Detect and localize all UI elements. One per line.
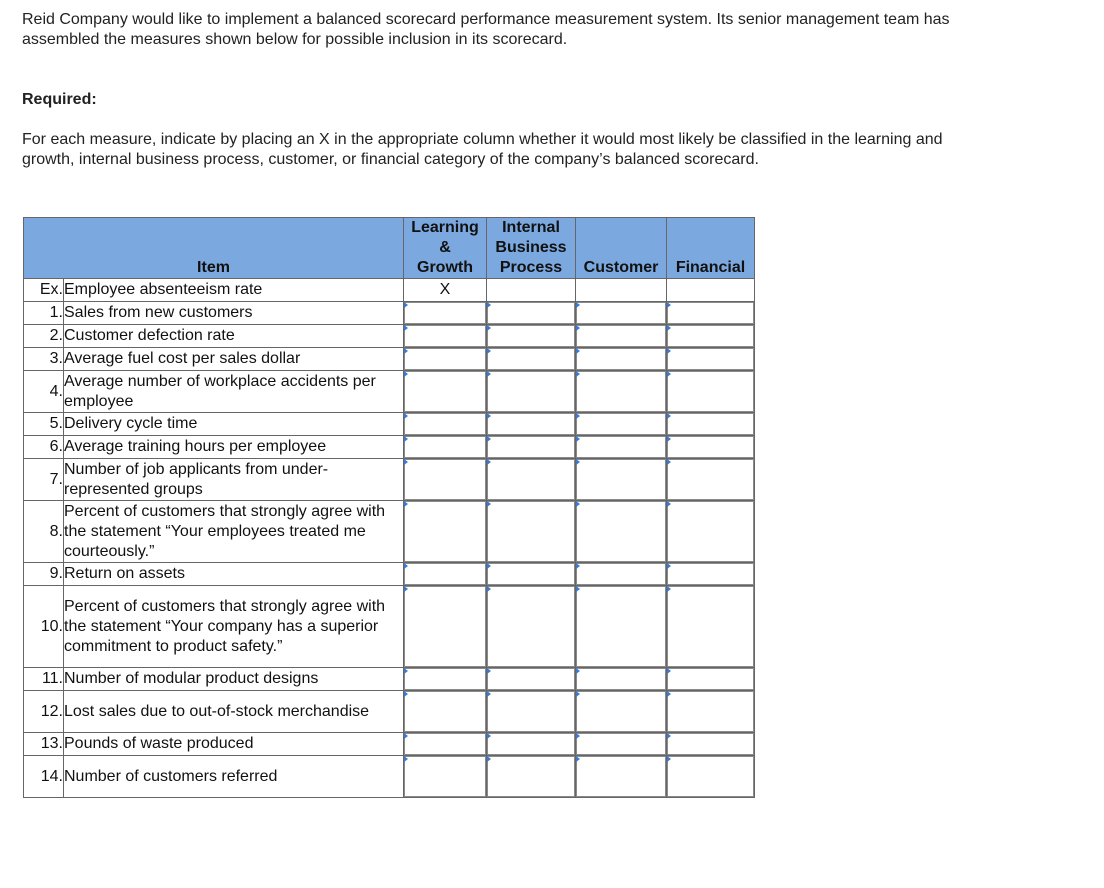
answer-customer-input[interactable] bbox=[576, 436, 667, 459]
answer-learning-growth-input[interactable] bbox=[404, 325, 487, 348]
row-description: Return on assets bbox=[64, 563, 404, 586]
answer-financial-input[interactable] bbox=[667, 756, 755, 798]
row-number: 6. bbox=[24, 436, 64, 459]
answer-customer-input[interactable] bbox=[576, 563, 667, 586]
instructions-paragraph: For each measure, indicate by placing an X in the appropriate column whether it would most likely be classified in the learning and growth, internal business process, customer, or financial category of the company’s balanced scorecard. bbox=[22, 131, 943, 168]
answer-financial-input[interactable] bbox=[667, 325, 755, 348]
row-number: 1. bbox=[24, 302, 64, 325]
row-number: 5. bbox=[24, 413, 64, 436]
answer-internal-process-input[interactable] bbox=[487, 586, 576, 668]
answer-customer-input[interactable] bbox=[576, 371, 667, 413]
row-description: Lost sales due to out-of-stock merchandise bbox=[64, 691, 404, 733]
answer-financial-input[interactable] bbox=[667, 436, 755, 459]
row-number: 9. bbox=[24, 563, 64, 586]
answer-financial-input[interactable] bbox=[667, 586, 755, 668]
answer-learning-growth-input[interactable] bbox=[404, 733, 487, 756]
row-description: Number of job applicants from under-represented groups bbox=[64, 459, 404, 501]
answer-internal-process-input[interactable] bbox=[487, 756, 576, 798]
answer-customer-input[interactable] bbox=[576, 459, 667, 501]
answer-customer-input[interactable] bbox=[576, 733, 667, 756]
answer-learning-growth-input[interactable] bbox=[404, 563, 487, 586]
table-row bbox=[24, 586, 755, 668]
answer-internal-process-input[interactable] bbox=[487, 348, 576, 371]
header-learning-growth: Learning & Growth bbox=[404, 218, 487, 279]
table-row bbox=[24, 302, 755, 325]
header-row bbox=[24, 218, 755, 279]
example-learning-mark: X bbox=[404, 279, 487, 302]
answer-financial-input[interactable] bbox=[667, 668, 755, 691]
answer-learning-growth-input[interactable] bbox=[404, 459, 487, 501]
answer-learning-growth-input[interactable] bbox=[404, 691, 487, 733]
row-number: 2. bbox=[24, 325, 64, 348]
answer-internal-process-input[interactable] bbox=[487, 371, 576, 413]
answer-customer-input[interactable] bbox=[576, 501, 667, 563]
header-customer: Customer bbox=[576, 218, 667, 279]
row-number: 7. bbox=[24, 459, 64, 501]
header-financial: Financial bbox=[667, 218, 755, 279]
table-row bbox=[24, 563, 755, 586]
answer-learning-growth-input[interactable] bbox=[404, 668, 487, 691]
table-row bbox=[24, 348, 755, 371]
answer-financial-input[interactable] bbox=[667, 733, 755, 756]
example-financial-cell bbox=[667, 279, 755, 302]
row-number: 14. bbox=[24, 756, 64, 798]
table-row bbox=[24, 436, 755, 459]
table-row bbox=[24, 733, 755, 756]
row-number: 3. bbox=[24, 348, 64, 371]
answer-learning-growth-input[interactable] bbox=[404, 756, 487, 798]
table-row bbox=[24, 756, 755, 798]
answer-financial-input[interactable] bbox=[667, 563, 755, 586]
intro-paragraph: Reid Company would like to implement a balanced scorecard performance measurement system. Its senior management team has assembled the measures shown below for possible inclusion in its scorecard. bbox=[22, 11, 950, 48]
row-description: Average number of workplace accidents per employee bbox=[64, 371, 404, 413]
required-label: Required: bbox=[22, 91, 97, 108]
row-number: 12. bbox=[24, 691, 64, 733]
row-description: Delivery cycle time bbox=[64, 413, 404, 436]
answer-learning-growth-input[interactable] bbox=[404, 371, 487, 413]
answer-financial-input[interactable] bbox=[667, 459, 755, 501]
row-description: Customer defection rate bbox=[64, 325, 404, 348]
answer-customer-input[interactable] bbox=[576, 756, 667, 798]
table-row bbox=[24, 371, 755, 413]
row-description: Average fuel cost per sales dollar bbox=[64, 348, 404, 371]
row-number: 10. bbox=[24, 586, 64, 668]
answer-internal-process-input[interactable] bbox=[487, 501, 576, 563]
answer-internal-process-input[interactable] bbox=[487, 563, 576, 586]
row-description: Number of modular product designs bbox=[64, 668, 404, 691]
answer-customer-input[interactable] bbox=[576, 302, 667, 325]
answer-financial-input[interactable] bbox=[667, 371, 755, 413]
example-customer-cell bbox=[576, 279, 667, 302]
table-row bbox=[24, 668, 755, 691]
example-internal-cell bbox=[487, 279, 576, 302]
answer-learning-growth-input[interactable] bbox=[404, 586, 487, 668]
answer-customer-input[interactable] bbox=[576, 325, 667, 348]
row-description: Sales from new customers bbox=[64, 302, 404, 325]
answer-learning-growth-input[interactable] bbox=[404, 501, 487, 563]
header-internal-business-process: Internal Business Process bbox=[487, 218, 576, 279]
answer-customer-input[interactable] bbox=[576, 348, 667, 371]
answer-internal-process-input[interactable] bbox=[487, 302, 576, 325]
answer-learning-growth-input[interactable] bbox=[404, 436, 487, 459]
row-number: Ex. bbox=[24, 279, 64, 302]
answer-internal-process-input[interactable] bbox=[487, 436, 576, 459]
row-number: 8. bbox=[24, 501, 64, 563]
answer-financial-input[interactable] bbox=[667, 501, 755, 563]
answer-customer-input[interactable] bbox=[576, 413, 667, 436]
answer-learning-growth-input[interactable] bbox=[404, 348, 487, 371]
table-row bbox=[24, 459, 755, 501]
scorecard-table bbox=[23, 217, 755, 798]
example-row bbox=[24, 279, 755, 302]
answer-financial-input[interactable] bbox=[667, 348, 755, 371]
row-description: Average training hours per employee bbox=[64, 436, 404, 459]
answer-internal-process-input[interactable] bbox=[487, 413, 576, 436]
answer-internal-process-input[interactable] bbox=[487, 733, 576, 756]
answer-internal-process-input[interactable] bbox=[487, 325, 576, 348]
table-row bbox=[24, 691, 755, 733]
table-row bbox=[24, 501, 755, 563]
table-row bbox=[24, 325, 755, 348]
table-row bbox=[24, 413, 755, 436]
answer-learning-growth-input[interactable] bbox=[404, 302, 487, 325]
answer-learning-growth-input[interactable] bbox=[404, 413, 487, 436]
row-number: 4. bbox=[24, 371, 64, 413]
row-number: 11. bbox=[24, 668, 64, 691]
answer-customer-input[interactable] bbox=[576, 586, 667, 668]
row-description: Percent of customers that strongly agree with the statement “Your employees treated me courteously.” bbox=[64, 501, 404, 563]
row-description: Percent of customers that strongly agree with the statement “Your company has a superior commitment to product safety.” bbox=[64, 586, 404, 668]
answer-internal-process-input[interactable] bbox=[487, 459, 576, 501]
row-description: Pounds of waste produced bbox=[64, 733, 404, 756]
row-description: Employee absenteeism rate bbox=[64, 279, 404, 302]
header-item: Item bbox=[24, 218, 404, 279]
answer-financial-input[interactable] bbox=[667, 302, 755, 325]
answer-financial-input[interactable] bbox=[667, 413, 755, 436]
scorecard-table-container bbox=[23, 217, 754, 785]
row-description: Number of customers referred bbox=[64, 756, 404, 798]
answer-customer-input[interactable] bbox=[576, 691, 667, 733]
answer-financial-input[interactable] bbox=[667, 691, 755, 733]
row-number: 13. bbox=[24, 733, 64, 756]
answer-internal-process-input[interactable] bbox=[487, 668, 576, 691]
answer-customer-input[interactable] bbox=[576, 668, 667, 691]
answer-internal-process-input[interactable] bbox=[487, 691, 576, 733]
